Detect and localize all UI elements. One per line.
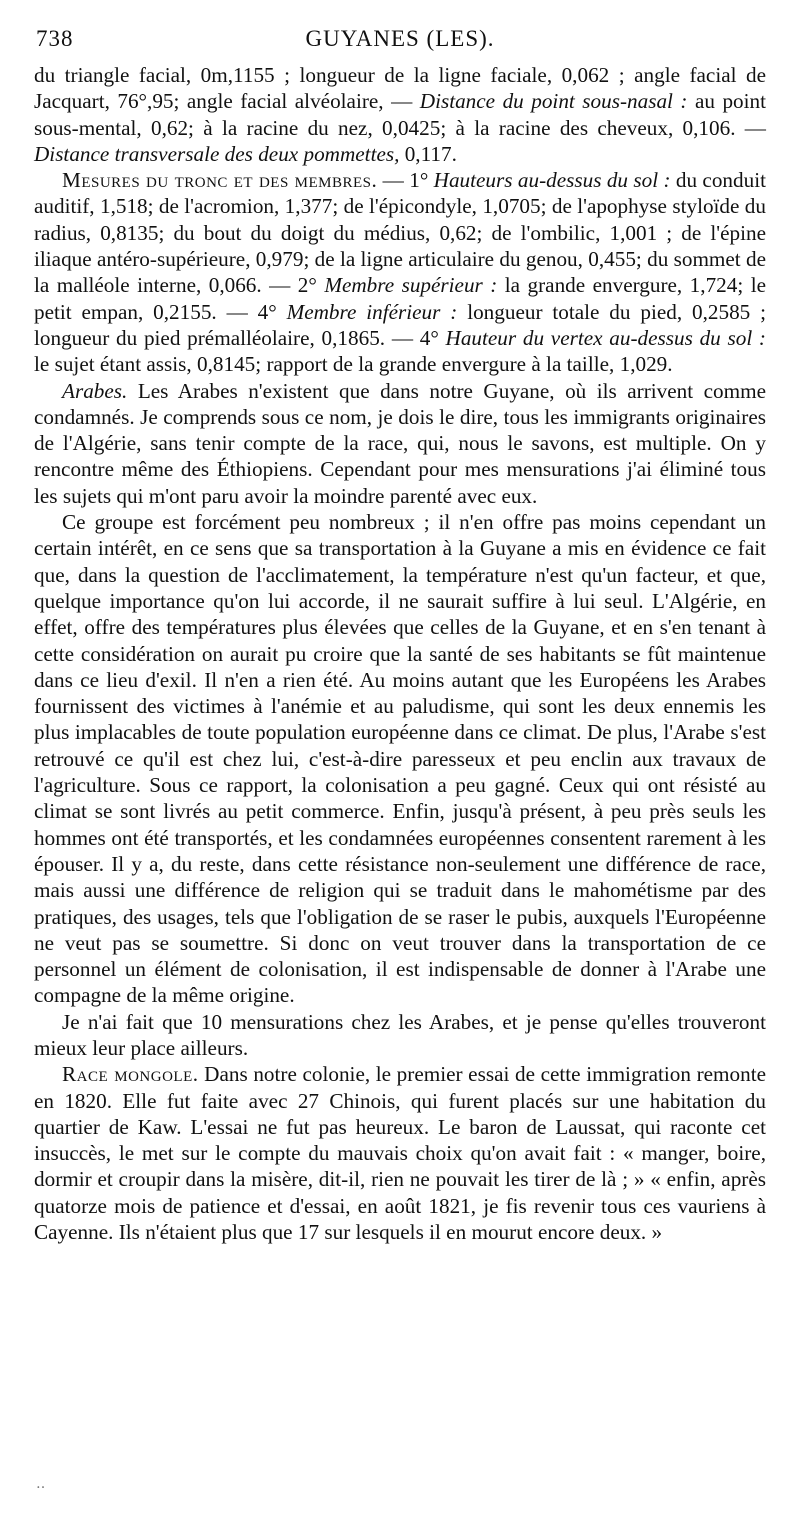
running-title: GUYANES (LES). <box>305 26 495 51</box>
text-run: Les Arabes n'existent que dans notre Guyane, où ils arrivent comme condamnés. Je comprends sous ce nom, je dois le dire, tous les immigrants originaires de l'Algérie, sans tenir compte de la race, qui, nous le savons, est multiple. On y rencontre même des Éthiopiens. Cependant pour mes mensurations j'ai éliminé tous les sujets qui m'ont paru avoir la moindre parenté avec eux. <box>34 378 766 508</box>
text-run: au point sous-mental, 0,62; à la racine du nez, 0,0425; à la racine des cheveux, 0,106. — <box>34 89 766 140</box>
italic-run: Membre supérieur : <box>324 273 498 298</box>
page-number: 738 <box>36 26 74 51</box>
text-run: la grande envergure, 1,724; le petit empan, 0,2155. — 4° <box>34 273 766 324</box>
text-run: du triangle facial, 0m,1155 ; longueur de la ligne faciale, 0,062 ; angle facial de Jacquart, 76°,95; angle facial alvéolaire, — <box>34 63 766 114</box>
text-run: du conduit auditif, 1,518; de l'acromion, 1,377; de l'épicondyle, 1,0705; de l'apophyse styloïde du radius, 0,8135; du bout du doigt du médius, 0,62; de l'ombilic, 1,001 ; de l'épine iliaque antéro-supérieure, 0,979; de la ligne articulaire du genou, 0,455; du sommet de la malléole interne, 0,066. — 2° <box>34 168 766 298</box>
paragraph-trunk-limbs <box>34 167 766 377</box>
paragraph-mensurations: Je n'ai fait que 10 mensurations chez les Arabes, et je pense qu'elles trouveront mieux leur place ailleurs. <box>34 1009 766 1060</box>
section-heading: Race mongole. <box>62 1062 199 1087</box>
italic-run: Membre inférieur : <box>286 299 458 324</box>
text-run: 0,117. <box>399 141 457 166</box>
paragraph-race-mongole <box>34 1061 766 1245</box>
italic-run: Distance transversale des deux pommettes, <box>34 141 400 166</box>
section-heading: Arabes. <box>62 378 128 403</box>
italic-run: Hauteurs au-dessus du sol : <box>433 168 671 193</box>
text-run: longueur totale du pied, 0,2585 ; longueur du pied prémalléolaire, 0,1865. — 4° <box>34 299 767 350</box>
paragraph-acclimatement: Ce groupe est forcément peu nombreux ; il n'en offre pas moins cependant un certain intérêt, en ce sens que sa transportation à la Guyane a mis en évidence ce fait que, dans la question de l'acclimatement, la température n'est qu'un facteur, et que, quelque importance qu'on lui accorde, il ne saurait suffire à lui seul. L'Algérie, en effet, offre des températures plus élevées que celles de la Guyane, et en s'en tenant à cette considération on aurait pu croire que la santé de ses habitants se fût maintenue dans ce lieu d'exil. Il n'en a rien été. Au moins autant que les Européens les Arabes fournissent des victimes à l'anémie et au paludisme, qui sont les deux ennemis les plus implacables de toute population européenne dans ce climat. De plus, l'Arabe s'est retrouvé ce qu'il est chez lui, c'est-à-dire paresseux et peu enclin aux travaux de l'agriculture. Sous ce rapport, la colonisation a peu gagné. Ceux qui ont résisté au climat se sont livrés au petit commerce. Enfin, jusqu'à présent, à peu près seuls les hommes ont été transportés, et les condamnées européennes consentent rarement à les épouser. Il y a, du reste, dans cette résistance non-seulement une différence de race, mais aussi une différence de religion qui se traduit dans le mahométisme par des pratiques, des usages, tels que l'obligation de se raser le pubis, auxquels l'Européenne ne veut pas se soumettre. Si donc on veut trouver dans la transportation de ce personnel un élément de colonisation, il est indispensable de donner à l'Arabe une compagne de la même origine. <box>34 510 766 1008</box>
paragraph-arabes <box>34 378 766 509</box>
footer-marks: ‥ <box>36 1477 46 1492</box>
italic-run: Distance du point sous-nasal : <box>419 89 688 114</box>
text-run: Dans notre colonie, le premier essai de cette immigration remonte en 1820. Elle fut faite avec 27 Chinois, qui furent placés sur une habitation du quartier de Kaw. L'essai ne fut pas heureux. Le baron de Laussat, qui raconte cet insuccès, le met sur le compte du mauvais choix qu'on avait fait : « manger, boire, dormir et croupir dans la misère, dit-il, rien ne pouvait les tirer de là ; » « enfin, après quatorze mois de patience et d'essai, en août 1821, je fis revenir tous ces vauriens à Cayenne. Ils n'étaient plus que 17 sur lesquels il en mourut encore deux. » <box>34 1062 766 1245</box>
section-heading: Mesures du tronc et des membres. <box>62 168 378 193</box>
page-header <box>36 26 764 60</box>
text-run: le sujet étant assis, 0,8145; rapport de la grande envergure à la taille, 1,029. <box>34 352 673 377</box>
italic-run: Hauteur du vertex au-dessus du sol : <box>445 325 766 350</box>
paragraph-face-measurements <box>34 62 766 167</box>
page-body <box>34 62 766 1245</box>
text-run: — 1° <box>377 168 434 193</box>
